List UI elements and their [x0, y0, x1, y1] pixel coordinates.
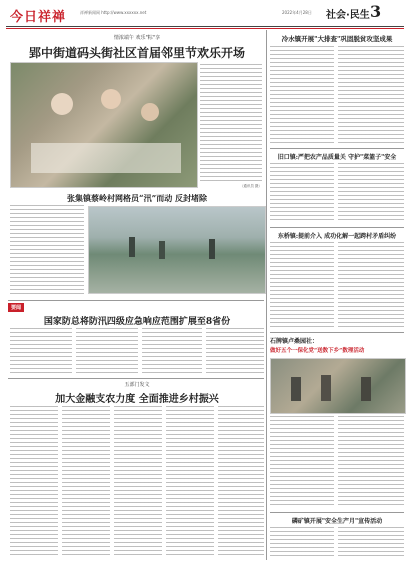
divider [8, 378, 264, 379]
divider [270, 227, 404, 228]
article3-body-col2 [76, 328, 138, 374]
masthead-date: 2022年4月28日 [282, 10, 312, 15]
article4-body-col1 [10, 406, 58, 556]
article1-body [200, 64, 262, 182]
masthead-rule [6, 26, 404, 27]
article1-photo-caption: （通讯员 摄） [239, 184, 262, 188]
section-name: 社会·民生 [326, 10, 370, 21]
right3-body-col2 [338, 242, 404, 328]
right4-headline: 石牌镇卢桑园社： [270, 338, 319, 345]
column-divider [266, 30, 267, 560]
right1-headline: 冷水镇开展"大排查"巩固脱贫攻坚成果 [281, 35, 393, 43]
article2-body [10, 205, 84, 295]
right1-body-col2 [338, 46, 404, 144]
masthead-url: 祥禅新闻网 http://www.xxxxxx.net [80, 10, 147, 15]
article3-body-col1 [10, 328, 72, 374]
article2-headline: 张集镇蔡岭村网格员“汛”而动 反封堵除 [67, 193, 207, 203]
right4-photo [270, 358, 406, 414]
right3-headline: 东桥镇:提前介入 成功化解一起跨村矛盾纠纷 [277, 233, 397, 240]
masthead-accent-rule [6, 28, 404, 29]
divider [8, 300, 264, 301]
article3-body-col3 [142, 328, 202, 374]
article1-kicker: 情浓端午 欢乐"粽"享 [113, 35, 161, 41]
right3-body-col1 [270, 242, 334, 328]
article1-photo [10, 62, 198, 188]
article4-body-col2 [62, 406, 110, 556]
right5-headline: 磷矿镇开展"安全生产月"宣传活动 [291, 518, 383, 525]
article4-body-col4 [166, 406, 214, 556]
article3-tag: 要闻 [8, 303, 24, 312]
article2-photo [88, 206, 266, 294]
right4-body-col2 [338, 416, 404, 508]
right4-subhead: 做好五个一保化党“送数下乡”数理活动 [270, 348, 365, 354]
divider [270, 148, 404, 149]
right2-headline: 旧口镇:严把农产品质量关 守护"菜篮子"安全 [277, 154, 397, 161]
article4-body-col3 [114, 406, 162, 556]
article4-kicker: 五部门发文 [124, 382, 150, 388]
article4-body-col5 [218, 406, 264, 556]
right5-body-col2 [338, 527, 404, 559]
right1-body-col1 [270, 46, 334, 144]
right2-body-col2 [338, 163, 404, 223]
right4-body-col1 [270, 416, 334, 508]
masthead-title: 今日祥禅 [10, 10, 67, 25]
right2-body-col1 [270, 163, 334, 223]
divider [270, 332, 404, 333]
article3-headline: 国家防总将防汛四级应急响应范围扩展至8省份 [43, 317, 231, 327]
divider [270, 512, 404, 513]
page-number: 3 [370, 2, 382, 21]
article3-body-col4 [206, 328, 264, 374]
article1-headline: 郢中街道码头街社区首届邻里节欢乐开场 [28, 46, 245, 60]
right5-body-col1 [270, 527, 334, 559]
article4-headline: 加大金融支农力度 全面推进乡村振兴 [55, 394, 219, 405]
